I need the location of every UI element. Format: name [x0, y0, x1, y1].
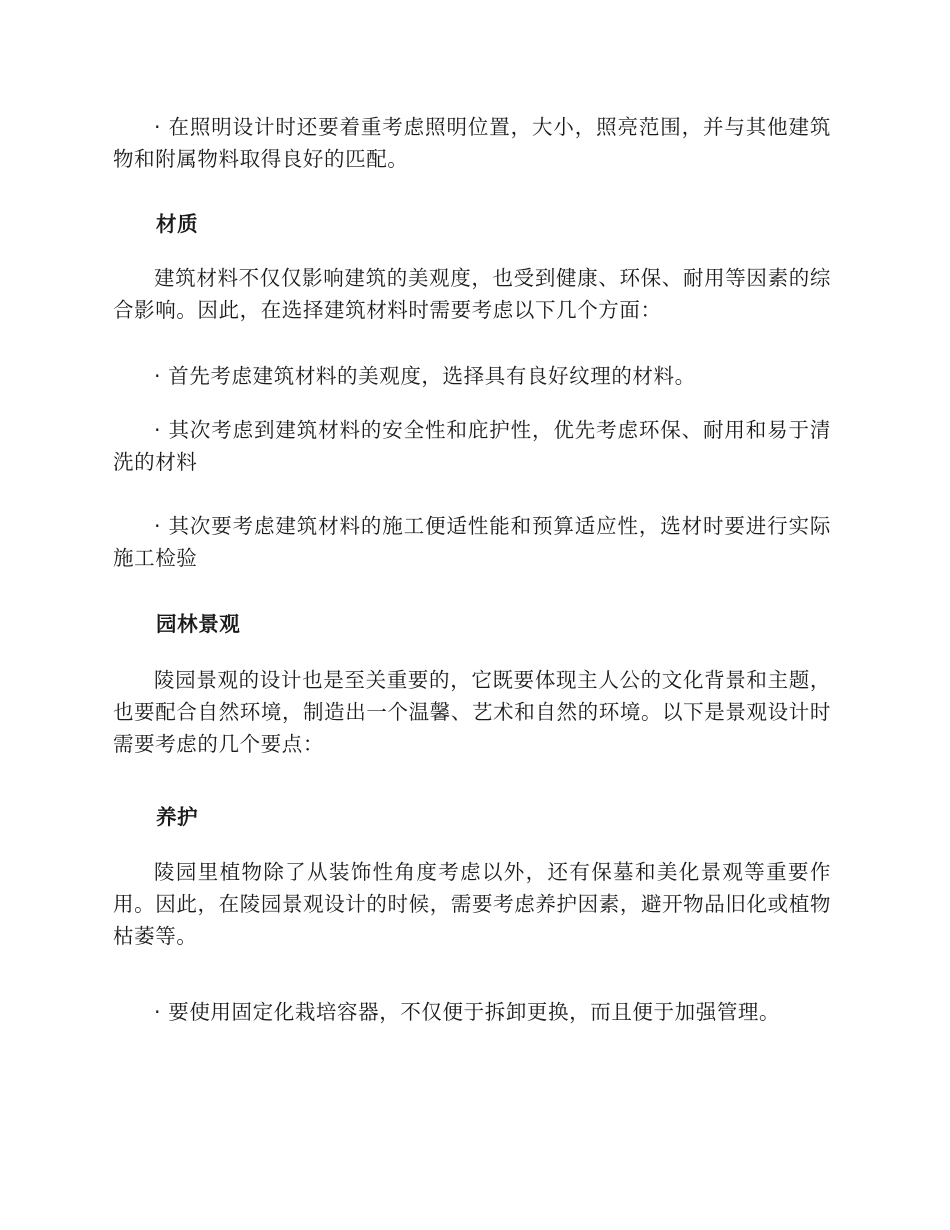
paragraph-material-bullet-2: · 其次考虑到建筑材料的安全性和庇护性，优先考虑环保、耐用和易于清洗的材料: [113, 418, 831, 474]
paragraph-maintenance-intro: 陵园里植物除了从装饰性角度考虑以外，还有保墓和美化景观等重要作用。因此，在陵园景观设计的时候，需要考虑养护因素，避开物品旧化或植物枯萎等。: [113, 860, 831, 948]
heading-maintenance: 养护: [156, 805, 199, 829]
paragraph-material-bullet-3: · 其次要考虑建筑材料的施工便适性能和预算适应性，选材时要进行实际施工检验: [113, 514, 831, 570]
paragraph-material-intro: 建筑材料不仅仅影响建筑的美观度，也受到健康、环保、耐用等因素的综合影响。因此，在选择建筑材料时需要考虑以下几个方面：: [113, 266, 831, 322]
paragraph-lighting-bullet: · 在照明设计时还要着重考虑照明位置，大小，照亮范围，并与其他建筑物和附属物料取得良好的匹配。: [113, 115, 831, 171]
heading-landscape: 园林景观: [156, 612, 241, 636]
paragraph-material-bullet-1: · 首先考虑建筑材料的美观度，选择具有良好纹理的材料。: [154, 364, 696, 388]
paragraph-landscape-intro: 陵园景观的设计也是至关重要的，它既要体现主人公的文化背景和主题，也要配合自然环境，制造出一个温馨、艺术和自然的环境。以下是景观设计时需要考虑的几个要点：: [113, 668, 831, 756]
paragraph-maintenance-bullet-1: · 要使用固定化栽培容器，不仅便于拆卸更换，而且便于加强管理。: [154, 1000, 781, 1024]
heading-material: 材质: [156, 212, 199, 236]
